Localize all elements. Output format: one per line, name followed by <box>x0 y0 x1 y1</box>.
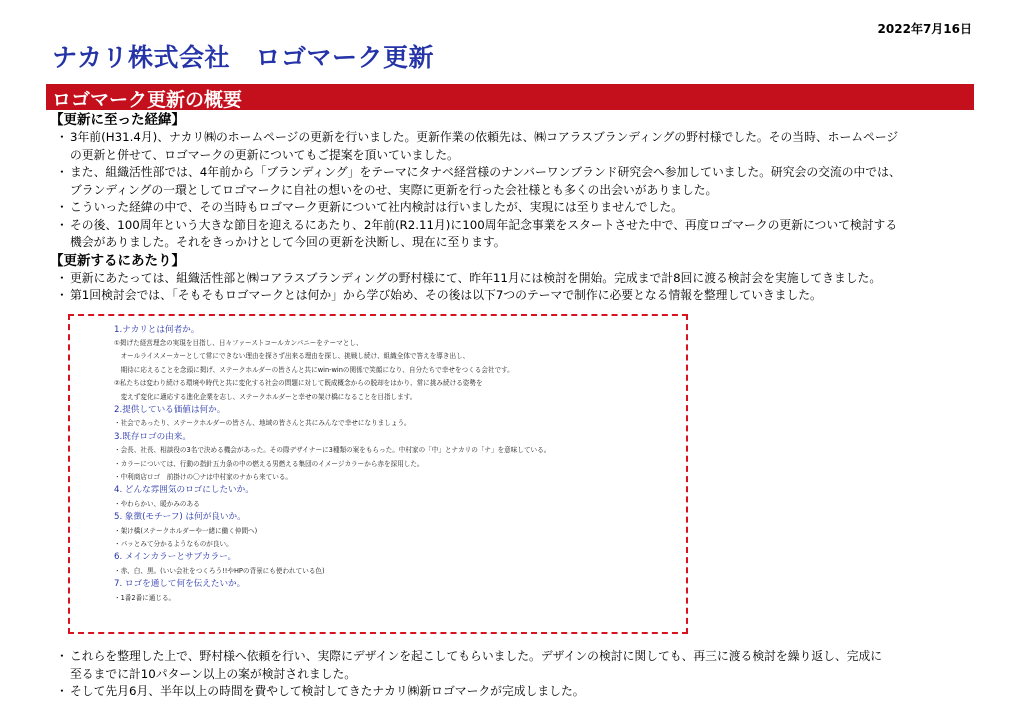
bullet-mark: ・ <box>56 217 68 232</box>
bullet-item <box>50 270 970 288</box>
bullet-item <box>50 164 970 199</box>
theme-text: ①掲げた経営理念の実現を目指し、日々ファーストコールカンパニーをテーマとし、 <box>114 338 363 347</box>
background-bullet-list <box>50 129 970 252</box>
bullet-text-line: また、組織活性部では、4年前から「ブランディング」をテーマにタナベ経営様のナンバーワンブランド研究会へ参加していました。研究会の交流の中では、 <box>70 165 901 179</box>
theme-text: 期待に応えることを念頭に掲げ、ステークホルダーの皆さんと共にwin-winの関係で笑顔になり、自分たちで幸せをつくる会社です。 <box>114 365 514 374</box>
bullet-text-line: 3年前(H31.4月)、ナカリ㈱のホームページの更新を行いました。更新作業の依頼先は、㈱コアラスブランディングの野村様でした。その当時、ホームページ <box>70 130 899 144</box>
section-heading-background: 【更新に至った経緯】 <box>50 112 185 128</box>
theme-text: ・中利商店ロゴ 前掛けの〇ナは中村家のナから来ている。 <box>114 472 293 481</box>
page-title: ナカリ株式会社 ロゴマーク更新 <box>52 43 435 72</box>
main-content <box>50 111 970 634</box>
section-heading-approach: 【更新するにあたり】 <box>50 252 185 269</box>
theme-text: ・1番2番に通じる。 <box>114 593 176 602</box>
themes-list <box>114 324 674 606</box>
theme-heading: 3.既存ロゴの由来。 <box>114 431 191 442</box>
bullet-text-line: の更新と併せて、ロゴマークの更新についてもご提案を頂いていました。 <box>70 147 459 162</box>
bullet-mark: ・ <box>56 288 68 302</box>
theme-text: ・社会であったり、ステークホルダーの皆さん、地域の皆さんと共にみんなで幸せになりましょう。 <box>114 419 411 428</box>
bullet-item <box>50 129 970 164</box>
theme-text: ・パッとみて分かるようなものが良い。 <box>114 540 233 548</box>
bullet-mark: ・ <box>56 200 68 214</box>
theme-heading: 1.ナカリとは何者か。 <box>114 324 200 335</box>
theme-heading: 5. 象徴(モチーフ) は何が良いか。 <box>114 512 246 523</box>
theme-heading: 4. どんな雰囲気のロゴにしたいか。 <box>114 485 254 496</box>
theme-text: ②私たちは変わり続ける環境や時代と共に変化する社会の問題に対して既成概念からの脱却をはかり、常に挑み続ける姿勢を <box>114 379 483 388</box>
bullet-text-line: これらを整理した上で、野村様へ依頼を行い、実際にデザインを起こしてもらいました。デザインの検討に関しても、再三に渡る検討を繰り返し、完成に <box>70 649 883 663</box>
section-banner-title: ロゴマーク更新の概要 <box>52 89 243 111</box>
bullet-mark: ・ <box>56 684 68 698</box>
result-bullet-list <box>50 648 970 701</box>
bullet-text-line: 第1回検討会では、「そもそもロゴマークとは何か」から学び始め、その後は以下7つのテーマで制作に必要となる情報を整理していきました。 <box>70 288 822 302</box>
bullet-mark: ・ <box>56 130 68 144</box>
theme-text: ・カラーについては、行動の指針五力条の中の燃える男燃える集団のイメージカラーから赤を採用した。 <box>114 459 424 468</box>
theme-text: ・やわらかい、暖かみのある <box>114 499 200 508</box>
bullet-text-line: 更新にあたっては、組織活性部と㈱コアラスブランディングの野村様にて、昨年11月には検討を開始。完成まで計8回に渡る検討会を実施してきました。 <box>70 270 882 285</box>
theme-text: ・架け橋(ステークホルダーや一緒に働く仲間へ) <box>114 526 258 535</box>
theme-text: ・会長、社長、相談役の3名で決める機会があった。その際デザイナーに3種類の案をもらった。中村家の「中」とナカリの「ナ」を意味している。 <box>114 446 551 455</box>
bullet-text-line: 至るまでに計10パターン以上の案が検討されました。 <box>70 666 357 681</box>
bullet-mark: ・ <box>56 649 68 663</box>
bullet-text-line: 機会がありました。それをきっかけとして今回の更新を決断し、現在に至ります。 <box>70 235 506 249</box>
document-date: 2022年7月16日 <box>877 22 972 36</box>
theme-heading: 2.提供している価値は何か。 <box>114 404 226 415</box>
themes-dashed-box <box>68 314 688 634</box>
theme-heading: 7. ロゴを通して何を伝えたいか。 <box>114 579 246 590</box>
bullet-text-line: ブランディングの一環としてロゴマークに自社の想いをのせ、実際に更新を行った会社様とも多くの出会いがありました。 <box>70 182 718 197</box>
bullet-mark: ・ <box>56 270 68 285</box>
bullet-item <box>50 683 970 701</box>
bullet-text-line: そして先月6月、半年以上の時間を費やして検討してきたナカリ㈱新ロゴマークが完成しました。 <box>70 684 585 698</box>
bullet-text-line: その後、100周年という大きな節目を迎えるにあたり、2年前(R2.11月)に100周年記念事業をスタートさせた中で、再度ロゴマークの更新について検討する <box>70 217 898 232</box>
bullet-item <box>50 287 970 305</box>
theme-heading: 6. メインカラーとサブカラー。 <box>114 552 237 563</box>
theme-text: オールライスメーカーとして常にできない理由を探さず出来る理由を探し、挑戦し続け、組織全体で答えを導き出し、 <box>114 352 470 361</box>
bullet-item <box>50 217 970 252</box>
approach-bullet-list <box>50 270 970 305</box>
theme-text: 変えず変化に適応する進化企業を志し、ステークホルダーと幸せの架け橋になることを目指します。 <box>114 392 417 401</box>
bullet-item <box>50 199 970 217</box>
bullet-item <box>50 648 970 683</box>
theme-text: ・赤、白、黒。(いい会社をつくろう!!やHPの背景にも使われている色) <box>114 566 325 575</box>
bullet-mark: ・ <box>56 165 68 179</box>
bullet-text-line: こういった経緯の中で、その当時もロゴマーク更新について社内検討は行いましたが、実現には至りませんでした。 <box>70 200 683 214</box>
section-banner <box>46 84 974 110</box>
